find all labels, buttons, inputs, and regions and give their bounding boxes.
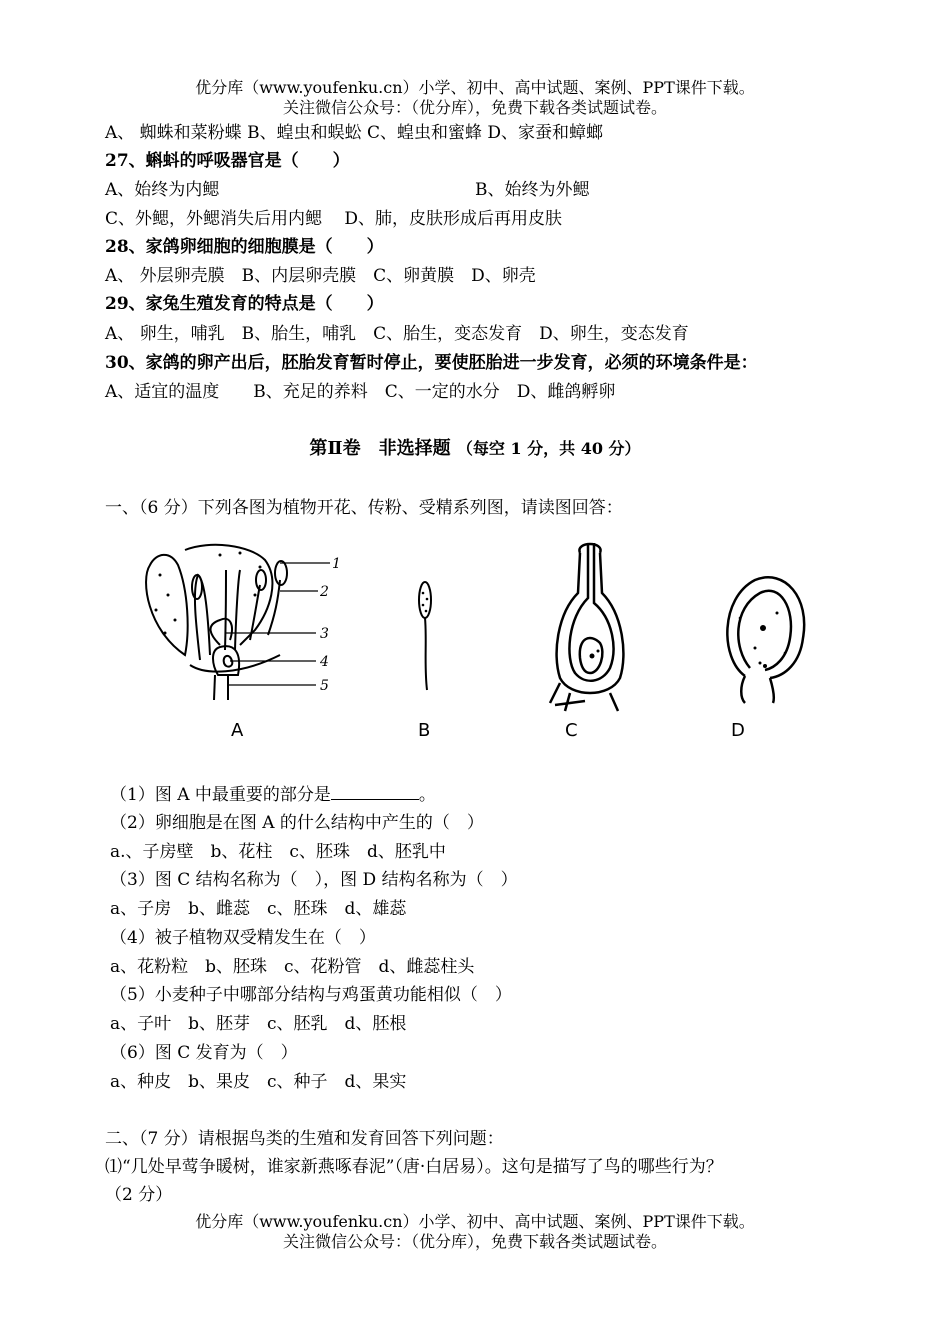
figure-label-a: A [231, 720, 244, 741]
q28-stem: 28、家鸽卵细胞的细胞膜是（ ） [105, 237, 384, 257]
callout-4: 4 [320, 654, 329, 670]
footer-line-2: 关注微信公众号：（优分库），免费下载各类试题试卷。 [282, 1232, 667, 1251]
q27-option-d: D、肺，皮肤形成后再用皮肤 [344, 209, 563, 229]
figure-d-ovule-diagram [715, 568, 815, 708]
answer-blank[interactable] [331, 782, 419, 800]
q27-options-row1 [105, 178, 590, 202]
part2-q1: ⑴“几处早莺争暖树，谁家新燕啄春泥”（唐·白居易）。这句是描写了鸟的哪些行为？ [105, 1157, 723, 1177]
part1-q2-options: a.、子房壁 b、花柱 c、胚珠 d、胚乳中 [110, 842, 446, 862]
q28-options: A、 外层卵壳膜 B、内层卵壳膜 C、卵黄膜 D、卵壳 [105, 266, 536, 286]
part1-q1-text: （1）图 A 中最重要的部分是 [110, 785, 331, 805]
q26-options: A、 蜘蛛和菜粉蝶 B、蝗虫和蜈蚣 C、蝗虫和蜜蜂 D、家蚕和蟑螂 [105, 123, 604, 143]
part1-q5: （5）小麦种子中哪部分结构与鸡蛋黄功能相似（ ） [110, 985, 512, 1005]
part1-q5-options: a、子叶 b、胚芽 c、胚乳 d、胚根 [110, 1014, 407, 1034]
q27-options-row2 [105, 207, 562, 231]
section-2-scoring: （每空 1 分，共 40 分） [456, 439, 641, 458]
q30-options: A、适宜的温度 B、充足的养料 C、一定的水分 D、雌鸽孵卵 [105, 382, 616, 402]
part1-q1 [110, 782, 436, 807]
part2-intro: 二、（7 分）请根据鸟类的生殖和发育回答下列问题： [105, 1129, 504, 1149]
part2-q1-score: （2 分） [105, 1185, 173, 1205]
callout-2: 2 [320, 584, 329, 600]
part1-intro: 一、（6 分）下列各图为植物开花、传粉、受精系列图，请读图回答： [105, 498, 623, 518]
q30-stem: 30、家鸽的卵产出后，胚胎发育暂时停止，要使胚胎进一步发育，必须的环境条件是： [105, 353, 758, 373]
part1-q3-options: a、子房 b、雌蕊 c、胚珠 d、雄蕊 [110, 899, 407, 919]
footer-line-1: 优分库（www.youfenku.cn）小学、初中、高中试题、案例、PPT课件下载。 [195, 1212, 755, 1231]
figure-c-pistil-diagram [540, 533, 640, 718]
part1-q4: （4）被子植物双受精发生在（ ） [110, 928, 376, 948]
q27-option-a: A、始终为内鳃 [105, 180, 220, 200]
part1-q6-options: a、种皮 b、果皮 c、种子 d、果实 [110, 1072, 407, 1092]
section-2-name: 第Ⅱ卷 非选择题 [309, 438, 451, 459]
part1-q6: （6）图 C 发育为（ ） [110, 1043, 298, 1063]
figure-b-pollen-diagram [405, 575, 445, 695]
figure-label-c: C [565, 720, 578, 741]
header-line-2: 关注微信公众号：（优分库），免费下载各类试题试卷。 [282, 98, 667, 117]
part1-q2: （2）卵细胞是在图 A 的什么结构中产生的（ ） [110, 813, 484, 833]
section-2-title [0, 436, 950, 462]
q27-option-c: C、外鳃，外鳃消失后用内鳃 [105, 209, 323, 229]
part1-q3: （3）图 C 结构名称为（ ），图 D 结构名称为（ ） [110, 870, 518, 890]
q27-stem: 27、蝌蚪的呼吸器官是（ ） [105, 151, 350, 171]
part1-q1-end: 。 [418, 785, 436, 805]
q29-stem: 29、家兔生殖发育的特点是（ ） [105, 294, 384, 314]
callout-1: 1 [332, 556, 341, 572]
callout-5: 5 [320, 678, 329, 694]
header-line-1: 优分库（www.youfenku.cn）小学、初中、高中试题、案例、PPT课件下载。 [195, 78, 755, 97]
callout-3: 3 [320, 626, 329, 642]
q27-option-b: B、始终为外鳃 [475, 180, 590, 200]
q29-options: A、 卵生，哺乳 B、胎生，哺乳 C、胎生，变态发育 D、卵生，变态发育 [105, 324, 689, 344]
figure-a-flower-diagram [130, 535, 350, 710]
figure-label-b: B [418, 720, 431, 741]
part1-q4-options: a、花粉粒 b、胚珠 c、花粉管 d、雌蕊柱头 [110, 957, 475, 977]
figure-label-d: D [731, 720, 745, 741]
